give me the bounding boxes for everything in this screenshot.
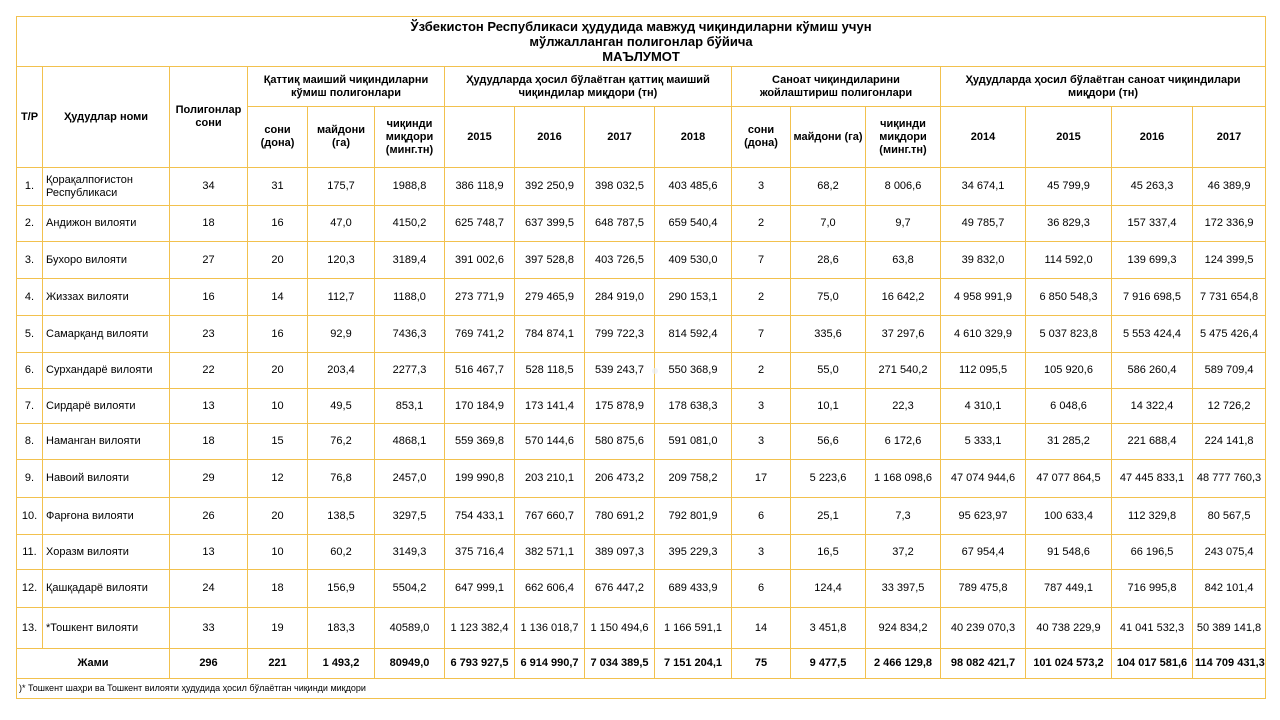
cell-s-cnt: 14 — [248, 279, 308, 316]
cell-y2018: 403 485,6 — [655, 168, 732, 206]
total-i-area: 9 477,5 — [791, 649, 866, 679]
cell-i2016: 716 995,8 — [1112, 570, 1193, 608]
header-year: 2015 — [445, 107, 515, 168]
cell-i2015: 91 548,6 — [1026, 535, 1112, 570]
total-y2018: 7 151 204,1 — [655, 649, 732, 679]
row-number: 10. — [17, 498, 43, 535]
cell-s-area: 183,3 — [308, 608, 375, 649]
cell-i-area: 28,6 — [791, 242, 866, 279]
cell-i-cnt: 6 — [732, 498, 791, 535]
cell-y2016: 203 210,1 — [515, 460, 585, 498]
cell-i-amt: 16 642,2 — [866, 279, 941, 316]
cell-s-cnt: 16 — [248, 206, 308, 242]
cell-s-area: 175,7 — [308, 168, 375, 206]
cell-i2015: 36 829,3 — [1026, 206, 1112, 242]
cell-y2018: 395 229,3 — [655, 535, 732, 570]
cell-i-cnt: 6 — [732, 570, 791, 608]
cell-s-amt: 40589,0 — [375, 608, 445, 649]
cell-y2018: 814 592,4 — [655, 316, 732, 353]
cell-y2016: 173 141,4 — [515, 389, 585, 424]
cell-y2017: 175 878,9 — [585, 389, 655, 424]
cell-s-amt: 4868,1 — [375, 424, 445, 460]
header-waste-amount: чиқинди миқдори (минг.тн) — [375, 107, 445, 168]
cell-y2016: 397 528,8 — [515, 242, 585, 279]
cell-poly: 22 — [170, 353, 248, 389]
row-number: 13. — [17, 608, 43, 649]
row-number: 5. — [17, 316, 43, 353]
cell-i2014: 789 475,8 — [941, 570, 1026, 608]
cell-y2018: 409 530,0 — [655, 242, 732, 279]
region-name: Хоразм вилояти — [43, 535, 170, 570]
cell-y2018: 209 758,2 — [655, 460, 732, 498]
cell-s-cnt: 18 — [248, 570, 308, 608]
cell-s-cnt: 10 — [248, 389, 308, 424]
cell-i-amt: 8 006,6 — [866, 168, 941, 206]
cell-y2017: 648 787,5 — [585, 206, 655, 242]
cell-y2015: 1 123 382,4 — [445, 608, 515, 649]
cell-poly: 13 — [170, 535, 248, 570]
region-name: Андижон вилояти — [43, 206, 170, 242]
cell-i2015: 114 592,0 — [1026, 242, 1112, 279]
cell-i2017: 46 389,9 — [1193, 168, 1266, 206]
cell-i-amt: 63,8 — [866, 242, 941, 279]
title-line-1: Ўзбекистон Республикаси ҳудудида мавжуд чиқиндиларни кўмиш учун — [410, 19, 872, 34]
cell-y2018: 290 153,1 — [655, 279, 732, 316]
cell-y2016: 767 660,7 — [515, 498, 585, 535]
cell-i2014: 67 954,4 — [941, 535, 1026, 570]
cell-i2017: 12 726,2 — [1193, 389, 1266, 424]
region-name: *Тошкент вилояти — [43, 608, 170, 649]
cell-s-amt: 2277,3 — [375, 353, 445, 389]
header-row-1 — [17, 67, 1266, 107]
cell-s-cnt: 31 — [248, 168, 308, 206]
cell-y2015: 769 741,2 — [445, 316, 515, 353]
cell-i-amt: 6 172,6 — [866, 424, 941, 460]
region-name: Қашқадарё вилояти — [43, 570, 170, 608]
region-name: Наманган вилояти — [43, 424, 170, 460]
cell-i2017: 5 475 426,4 — [1193, 316, 1266, 353]
cell-i-amt: 7,3 — [866, 498, 941, 535]
table-row — [17, 168, 1266, 206]
cell-s-cnt: 15 — [248, 424, 308, 460]
cell-y2018: 689 433,9 — [655, 570, 732, 608]
cell-y2016: 637 399,5 — [515, 206, 585, 242]
footnote-row — [17, 679, 1266, 699]
table-row — [17, 460, 1266, 498]
total-i2014: 98 082 421,7 — [941, 649, 1026, 679]
cell-i2017: 124 399,5 — [1193, 242, 1266, 279]
cell-s-area: 120,3 — [308, 242, 375, 279]
table-row — [17, 389, 1266, 424]
cell-i-cnt: 14 — [732, 608, 791, 649]
row-number: 3. — [17, 242, 43, 279]
cell-i2016: 7 916 698,5 — [1112, 279, 1193, 316]
cell-poly: 13 — [170, 389, 248, 424]
cell-s-cnt: 19 — [248, 608, 308, 649]
cell-i2016: 14 322,4 — [1112, 389, 1193, 424]
cell-i-area: 7,0 — [791, 206, 866, 242]
cell-i2016: 5 553 424,4 — [1112, 316, 1193, 353]
cell-poly: 27 — [170, 242, 248, 279]
waste-polygon-table — [16, 16, 1266, 699]
cell-i-amt: 9,7 — [866, 206, 941, 242]
row-number: 4. — [17, 279, 43, 316]
cell-s-amt: 1188,0 — [375, 279, 445, 316]
cell-i2017: 80 567,5 — [1193, 498, 1266, 535]
total-y2015: 6 793 927,5 — [445, 649, 515, 679]
cell-s-area: 112,7 — [308, 279, 375, 316]
region-name: Фарғона вилояти — [43, 498, 170, 535]
cell-i-amt: 37,2 — [866, 535, 941, 570]
cell-y2015: 170 184,9 — [445, 389, 515, 424]
header-polygon-count: Полигонлар сони — [170, 67, 248, 168]
cell-y2017: 676 447,2 — [585, 570, 655, 608]
cell-i-amt: 1 168 098,6 — [866, 460, 941, 498]
total-i2016: 104 017 581,6 — [1112, 649, 1193, 679]
cell-i2017: 7 731 654,8 — [1193, 279, 1266, 316]
cell-poly: 26 — [170, 498, 248, 535]
header-tr: Т/Р — [17, 67, 43, 168]
row-number: 7. — [17, 389, 43, 424]
cell-i2017: 842 101,4 — [1193, 570, 1266, 608]
cell-i2016: 139 699,3 — [1112, 242, 1193, 279]
cell-i2017: 589 709,4 — [1193, 353, 1266, 389]
cell-y2015: 625 748,7 — [445, 206, 515, 242]
cell-y2016: 570 144,6 — [515, 424, 585, 460]
cell-poly: 18 — [170, 424, 248, 460]
cell-y2017: 206 473,2 — [585, 460, 655, 498]
cell-i2015: 47 077 864,5 — [1026, 460, 1112, 498]
cell-i-area: 5 223,6 — [791, 460, 866, 498]
cell-s-cnt: 12 — [248, 460, 308, 498]
cell-y2016: 279 465,9 — [515, 279, 585, 316]
cell-y2018: 591 081,0 — [655, 424, 732, 460]
cell-i2017: 224 141,8 — [1193, 424, 1266, 460]
row-number: 1. — [17, 168, 43, 206]
header-year: 2017 — [585, 107, 655, 168]
region-name: Сурхандарё вилояти — [43, 353, 170, 389]
cell-s-area: 156,9 — [308, 570, 375, 608]
cell-y2018: 659 540,4 — [655, 206, 732, 242]
region-name: Қорақалпоғистон Республикаси — [43, 168, 170, 206]
cell-i2015: 40 738 229,9 — [1026, 608, 1112, 649]
cell-s-area: 60,2 — [308, 535, 375, 570]
cell-y2018: 1 166 591,1 — [655, 608, 732, 649]
total-s-cnt: 221 — [248, 649, 308, 679]
total-s-area: 1 493,2 — [308, 649, 375, 679]
cell-i2017: 50 389 141,8 — [1193, 608, 1266, 649]
cell-i-cnt: 7 — [732, 242, 791, 279]
cell-i-area: 68,2 — [791, 168, 866, 206]
row-number: 8. — [17, 424, 43, 460]
cell-y2015: 647 999,1 — [445, 570, 515, 608]
cell-i-area: 75,0 — [791, 279, 866, 316]
cell-i2017: 172 336,9 — [1193, 206, 1266, 242]
cell-poly: 29 — [170, 460, 248, 498]
row-number: 9. — [17, 460, 43, 498]
cell-i2016: 66 196,5 — [1112, 535, 1193, 570]
cell-poly: 34 — [170, 168, 248, 206]
header-region-name: Ҳудудлар номи — [43, 67, 170, 168]
cell-i-cnt: 3 — [732, 389, 791, 424]
cell-s-amt: 2457,0 — [375, 460, 445, 498]
cell-i2014: 47 074 944,6 — [941, 460, 1026, 498]
cell-s-amt: 4150,2 — [375, 206, 445, 242]
table-row — [17, 279, 1266, 316]
cell-s-cnt: 20 — [248, 353, 308, 389]
row-number: 11. — [17, 535, 43, 570]
cell-i2015: 31 285,2 — [1026, 424, 1112, 460]
cell-s-area: 92,9 — [308, 316, 375, 353]
cell-i2015: 787 449,1 — [1026, 570, 1112, 608]
row-number: 6. — [17, 353, 43, 389]
total-i2017: 114 709 431,3 — [1193, 649, 1266, 679]
table-row — [17, 498, 1266, 535]
cell-y2016: 662 606,4 — [515, 570, 585, 608]
header-area: майдони (га) — [308, 107, 375, 168]
cell-s-amt: 853,1 — [375, 389, 445, 424]
cell-i-amt: 37 297,6 — [866, 316, 941, 353]
title-line-2: мўлжалланган полигонлар бўйича — [529, 34, 753, 49]
page-title — [17, 17, 1266, 67]
cell-y2018: 792 801,9 — [655, 498, 732, 535]
title-line-3: МАЪЛУМОТ — [602, 49, 680, 64]
cell-i-cnt: 17 — [732, 460, 791, 498]
cell-i2016: 157 337,4 — [1112, 206, 1193, 242]
cell-y2017: 799 722,3 — [585, 316, 655, 353]
cell-poly: 16 — [170, 279, 248, 316]
cell-i2015: 100 633,4 — [1026, 498, 1112, 535]
cell-i2014: 49 785,7 — [941, 206, 1026, 242]
cell-y2015: 386 118,9 — [445, 168, 515, 206]
title-row — [17, 17, 1266, 67]
cell-i-cnt: 2 — [732, 206, 791, 242]
header-year: 2018 — [655, 107, 732, 168]
total-i-amt: 2 466 129,8 — [866, 649, 941, 679]
region-name: Самарқанд вилояти — [43, 316, 170, 353]
cell-i2015: 105 920,6 — [1026, 353, 1112, 389]
cell-y2017: 580 875,6 — [585, 424, 655, 460]
cell-i-area: 16,5 — [791, 535, 866, 570]
cell-i2014: 95 623,97 — [941, 498, 1026, 535]
cell-s-amt: 7436,3 — [375, 316, 445, 353]
total-label: Жами — [17, 649, 170, 679]
cell-i2016: 47 445 833,1 — [1112, 460, 1193, 498]
cell-i-amt: 924 834,2 — [866, 608, 941, 649]
cell-y2017: 398 032,5 — [585, 168, 655, 206]
cell-poly: 18 — [170, 206, 248, 242]
header-ind-count: сони (дона) — [732, 107, 791, 168]
table-row — [17, 608, 1266, 649]
header-industrial-amount-group: Ҳудудларда ҳосил бўлаётган саноат чиқиндилари миқдори (тн) — [941, 67, 1266, 107]
table-row — [17, 535, 1266, 570]
cell-y2017: 1 150 494,6 — [585, 608, 655, 649]
cell-i-amt: 22,3 — [866, 389, 941, 424]
cell-y2015: 754 433,1 — [445, 498, 515, 535]
header-ind-waste-amount: чиқинди миқдори (минг.тн) — [866, 107, 941, 168]
region-name: Жиззах вилояти — [43, 279, 170, 316]
cell-y2016: 528 118,5 — [515, 353, 585, 389]
cell-i-cnt: 3 — [732, 168, 791, 206]
cursor-mark — [652, 368, 658, 374]
cell-i2014: 4 610 329,9 — [941, 316, 1026, 353]
header-year: 2017 — [1193, 107, 1266, 168]
header-solid-amount-group: Ҳудудларда ҳосил бўлаётган қаттиқ маиший чиқиндилар миқдори (тн) — [445, 67, 732, 107]
cell-i-cnt: 2 — [732, 353, 791, 389]
total-i-cnt: 75 — [732, 649, 791, 679]
cell-y2017: 539 243,7 — [585, 353, 655, 389]
cell-y2016: 1 136 018,7 — [515, 608, 585, 649]
cell-i2015: 45 799,9 — [1026, 168, 1112, 206]
cell-s-amt: 3189,4 — [375, 242, 445, 279]
total-y2017: 7 034 389,5 — [585, 649, 655, 679]
header-solid-group: Қаттиқ маиший чиқиндиларни кўмиш полигонлари — [248, 67, 445, 107]
table-row — [17, 424, 1266, 460]
cell-i-area: 25,1 — [791, 498, 866, 535]
header-year: 2016 — [1112, 107, 1193, 168]
cell-y2015: 199 990,8 — [445, 460, 515, 498]
cell-i2016: 112 329,8 — [1112, 498, 1193, 535]
total-row — [17, 649, 1266, 679]
cell-s-area: 47,0 — [308, 206, 375, 242]
cell-i-area: 56,6 — [791, 424, 866, 460]
cell-i-amt: 33 397,5 — [866, 570, 941, 608]
row-number: 12. — [17, 570, 43, 608]
cell-y2017: 389 097,3 — [585, 535, 655, 570]
cell-s-area: 49,5 — [308, 389, 375, 424]
cell-y2017: 284 919,0 — [585, 279, 655, 316]
table-row — [17, 206, 1266, 242]
total-s-amt: 80949,0 — [375, 649, 445, 679]
cell-i2014: 5 333,1 — [941, 424, 1026, 460]
header-year: 2014 — [941, 107, 1026, 168]
cell-poly: 33 — [170, 608, 248, 649]
data-sheet — [16, 16, 1266, 704]
cell-i2016: 586 260,4 — [1112, 353, 1193, 389]
header-year: 2016 — [515, 107, 585, 168]
cell-y2017: 403 726,5 — [585, 242, 655, 279]
cell-poly: 23 — [170, 316, 248, 353]
cell-y2016: 784 874,1 — [515, 316, 585, 353]
cell-i2017: 243 075,4 — [1193, 535, 1266, 570]
cell-y2016: 392 250,9 — [515, 168, 585, 206]
cell-i2014: 40 239 070,3 — [941, 608, 1026, 649]
cell-y2015: 375 716,4 — [445, 535, 515, 570]
cell-i-area: 10,1 — [791, 389, 866, 424]
cell-i2016: 221 688,4 — [1112, 424, 1193, 460]
cell-i2014: 4 310,1 — [941, 389, 1026, 424]
cell-i2014: 34 674,1 — [941, 168, 1026, 206]
cell-y2018: 550 368,9 — [655, 353, 732, 389]
cell-i2014: 39 832,0 — [941, 242, 1026, 279]
cell-i2014: 4 958 991,9 — [941, 279, 1026, 316]
cell-i2016: 41 041 532,3 — [1112, 608, 1193, 649]
cell-i2014: 112 095,5 — [941, 353, 1026, 389]
cell-y2015: 559 369,8 — [445, 424, 515, 460]
cell-s-area: 138,5 — [308, 498, 375, 535]
cell-i-amt: 271 540,2 — [866, 353, 941, 389]
cell-y2015: 273 771,9 — [445, 279, 515, 316]
cell-i-cnt: 3 — [732, 424, 791, 460]
cell-s-cnt: 16 — [248, 316, 308, 353]
region-name: Навоий вилояти — [43, 460, 170, 498]
cell-s-area: 76,8 — [308, 460, 375, 498]
cell-i-cnt: 3 — [732, 535, 791, 570]
table-row — [17, 242, 1266, 279]
header-year: 2015 — [1026, 107, 1112, 168]
cell-i-area: 3 451,8 — [791, 608, 866, 649]
cell-s-area: 203,4 — [308, 353, 375, 389]
footnote: )* Тошкент шаҳри ва Тошкент вилояти ҳудудида ҳосил бўлаётган чиқинди миқдори — [17, 679, 1266, 699]
cell-y2017: 780 691,2 — [585, 498, 655, 535]
cell-i2015: 5 037 823,8 — [1026, 316, 1112, 353]
total-i2015: 101 024 573,2 — [1026, 649, 1112, 679]
row-number: 2. — [17, 206, 43, 242]
cell-s-cnt: 20 — [248, 498, 308, 535]
region-name: Сирдарё вилояти — [43, 389, 170, 424]
cell-i-cnt: 2 — [732, 279, 791, 316]
cell-i2015: 6 048,6 — [1026, 389, 1112, 424]
cell-i-area: 335,6 — [791, 316, 866, 353]
cell-poly: 24 — [170, 570, 248, 608]
cell-i-area: 124,4 — [791, 570, 866, 608]
cell-s-amt: 3149,3 — [375, 535, 445, 570]
cell-y2016: 382 571,1 — [515, 535, 585, 570]
cell-y2018: 178 638,3 — [655, 389, 732, 424]
region-name: Бухоро вилояти — [43, 242, 170, 279]
cell-i2016: 45 263,3 — [1112, 168, 1193, 206]
cell-i2017: 48 777 760,3 — [1193, 460, 1266, 498]
table-row — [17, 570, 1266, 608]
cell-i-cnt: 7 — [732, 316, 791, 353]
cell-s-cnt: 20 — [248, 242, 308, 279]
cell-s-cnt: 10 — [248, 535, 308, 570]
cell-y2015: 516 467,7 — [445, 353, 515, 389]
cell-s-amt: 1988,8 — [375, 168, 445, 206]
header-industrial-group: Саноат чиқиндиларини жойлаштириш полигонлари — [732, 67, 941, 107]
cell-y2015: 391 002,6 — [445, 242, 515, 279]
total-poly: 296 — [170, 649, 248, 679]
total-y2016: 6 914 990,7 — [515, 649, 585, 679]
header-ind-area: майдони (га) — [791, 107, 866, 168]
cell-s-amt: 3297,5 — [375, 498, 445, 535]
table-row — [17, 316, 1266, 353]
table-row — [17, 353, 1266, 389]
cell-i-area: 55,0 — [791, 353, 866, 389]
cell-i2015: 6 850 548,3 — [1026, 279, 1112, 316]
header-count: сони (дона) — [248, 107, 308, 168]
cell-s-amt: 5504,2 — [375, 570, 445, 608]
cell-s-area: 76,2 — [308, 424, 375, 460]
